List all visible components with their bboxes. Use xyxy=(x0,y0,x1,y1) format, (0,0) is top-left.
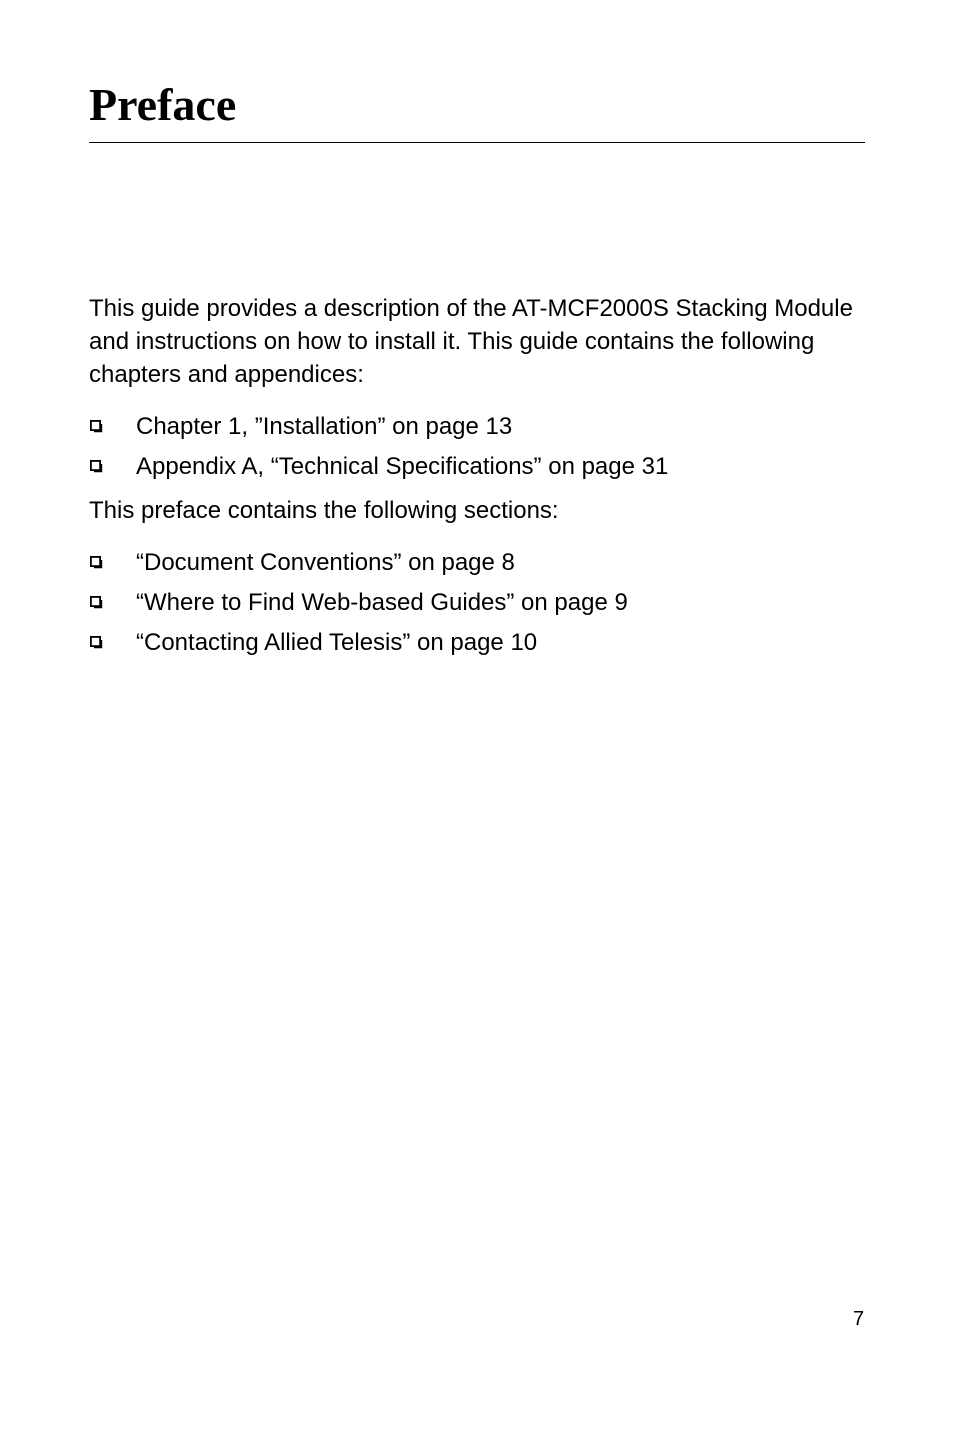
list-item xyxy=(89,450,869,490)
chapter-list xyxy=(89,410,869,490)
list-item xyxy=(89,626,869,666)
square-bullet-icon xyxy=(90,636,103,649)
list-item xyxy=(89,546,869,586)
section-list xyxy=(89,546,869,666)
list-item-text: Chapter 1, ”Installation” on page 13 xyxy=(136,413,513,440)
square-bullet-icon xyxy=(90,460,103,473)
list-item xyxy=(89,586,869,626)
title-divider xyxy=(89,142,865,143)
sections-intro-paragraph: This preface contains the following sections: xyxy=(89,497,559,524)
page-number: 7 xyxy=(853,1308,865,1330)
square-bullet-icon xyxy=(90,420,103,433)
list-item-text: Appendix A, “Technical Specifications” on page 31 xyxy=(136,453,669,480)
intro-paragraph: This guide provides a description of the AT-MCF2000S Stacking Module and instructions on how to install it. This guide contains the following chapters and appendices: xyxy=(89,295,853,388)
square-bullet-icon xyxy=(90,596,103,609)
list-item-text: “Where to Find Web-based Guides” on page 9 xyxy=(136,589,628,616)
square-bullet-icon xyxy=(90,556,103,569)
list-item-text: “Contacting Allied Telesis” on page 10 xyxy=(136,629,538,656)
list-item xyxy=(89,410,869,450)
list-item-text: “Document Conventions” on page 8 xyxy=(136,549,515,576)
page-title: Preface xyxy=(89,79,237,130)
